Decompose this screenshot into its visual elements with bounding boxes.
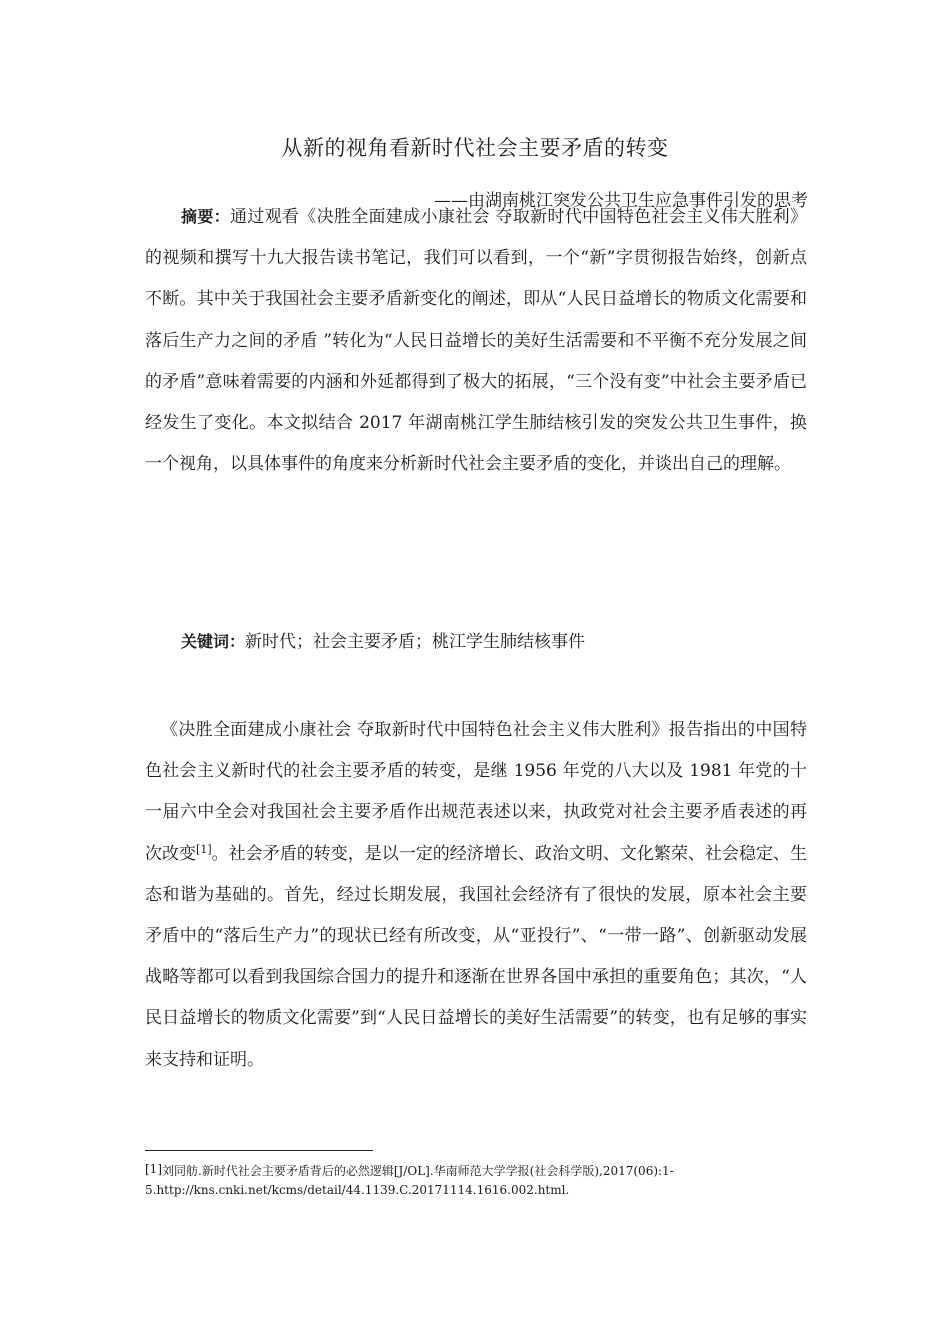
document-title: 从新的视角看新时代社会主要矛盾的转变 [281, 136, 669, 160]
abstract-label: 摘要： [181, 207, 230, 226]
keywords-paragraph [145, 621, 807, 663]
footnote-text: 刘同舫.新时代社会主要矛盾背后的必然逻辑[J/OL].华南师范大学学报(社会科学版),2017(06):1-5.http://kns.cnki.net/kcms/detail/44.1139.C.20171114.1616.002.html. [145, 1164, 674, 1197]
footnote [145, 1162, 685, 1200]
keywords-label: 关键词： [181, 632, 246, 651]
abstract-paragraph [145, 196, 807, 485]
footnote-reference[interactable]: [1] [196, 842, 212, 856]
footnote-mark: [1] [145, 1162, 162, 1176]
keywords-text: 新时代；社会主要矛盾；桃江学生肺结核事件 [245, 632, 586, 652]
document-subtitle: ——由湖南桃江突发公共卫生应急事件引发的思考 [434, 191, 808, 211]
footnote-separator [145, 1150, 373, 1151]
body-text-part2: 。社会矛盾的转变，是以一定的经济增长、政治文明、文化繁荣、社会稳定、生态和谐为基础的。首先，经过长期发展，我国社会经济有了很快的发展，原本社会主要矛盾中的“落后生产力”的现状已经有所改变，从“亚投行”、“一带一路”、创新驱动发展战略等都可以看到我国综合国力的提升和逐渐在世界各国中承担的重要角色；其次，“人民日益增长的物质文化需要”到“人民日益增长的美好生活需要”的转变，也有足够的事实来支持和证明。 [145, 843, 808, 1070]
body-text-part1: 《决胜全面建成小康社会 夺取新时代中国特色社会主义伟大胜利》报告指出的中国特色社会主义新时代的社会主要矛盾的转变，是继 1956 年党的八大以及 1981 年党的十一届六中全会对我国社会主要矛盾作出规范表述以来，执政党对社会主要矛盾表述的再次改变 [145, 720, 807, 864]
body-paragraph [145, 710, 807, 1081]
abstract-text: 通过观看《决胜全面建成小康社会 夺取新时代中国特色社会主义伟大胜利》的视频和撰写十九大报告读书笔记，我们可以看到，一个“新”字贯彻报告始终，创新点不断。其中关于我国社会主要矛盾新变化的阐述，即从“人民日益增长的物质文化需要和落后生产力之间的矛盾 ”转化为“人民日益增长的美好生活需要和不平衡不充分发展之间的矛盾”意味着需要的内涵和外延都得到了极大的拓展，“三个没有变”中社会主要矛盾已经发生了变化。本文拟结合 2017 年湖南桃江学生肺结核引发的突发公共卫生事件，换一个视角，以具体事件的角度来分析新时代社会主要矛盾的变化，并谈出自己的理解。 [145, 207, 807, 475]
